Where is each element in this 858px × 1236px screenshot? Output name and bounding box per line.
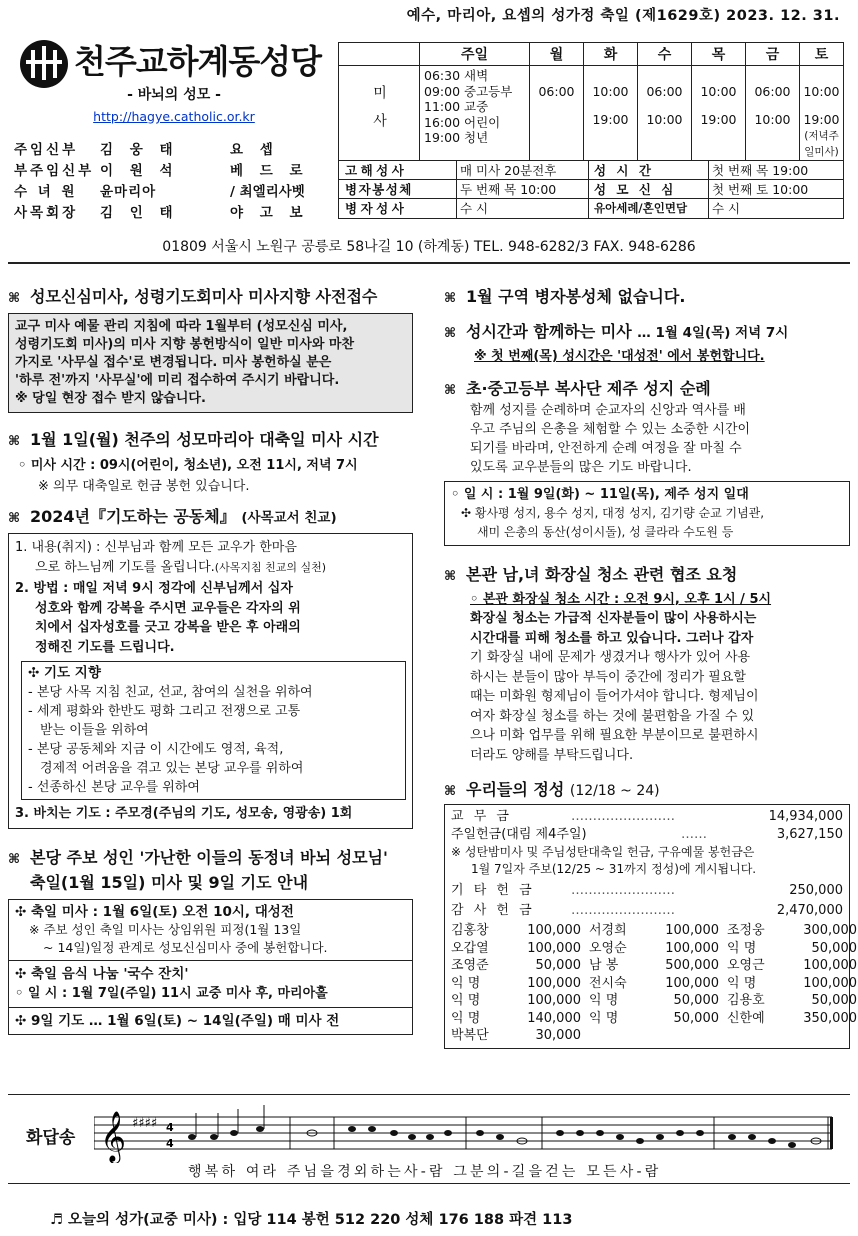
donor-name: 전시숙 [589,975,627,991]
day-header: 수 [638,43,692,66]
offering-amount: 14,934,000 [768,809,843,824]
notice-line: 교구 미사 예물 관리 지침에 따라 1월부터 (성모신심 미사, [15,319,348,334]
text-line: 되기를 바라며, 안전하게 순례 여정을 잘 마칠 수 [470,441,742,456]
notice-line: '하루 전'까지 '사무실'에 미리 접수하여 주시기 바랍니다. [15,373,340,388]
donor-name: 남 봉 [589,958,619,973]
offering-name: 교 무 금 [451,809,512,824]
parish-subtitle: - 바뇌의 성모 - [127,87,221,103]
sacrament-row [339,199,843,218]
bullet-icon: ⌘ [444,784,457,799]
notice-note: ※ 당일 현장 접수 받지 않습니다. [15,391,206,406]
mass-time: 06:00 [646,84,683,99]
sacrament-value: 수 시 [712,201,741,216]
pilgrimage-text [444,401,850,477]
staff-row [14,203,334,224]
mass-time: 19:00 [700,112,737,127]
staff-role: 사목회장 [14,205,79,221]
staff-role: 부주임신부 [14,163,95,179]
sacrament-row [339,180,843,199]
bullet-icon: ⌘ [8,511,21,526]
parish-logo-icon [18,38,70,90]
mass-schedule-table [338,42,844,161]
item-line [15,538,406,558]
address-line: 01809 서울시 노원구 공릉로 58나길 10 (하계동) TEL. 948-6282/3 FAX. 948-6286 [162,239,696,255]
sacrament-value: 첫 번째 목 19:00 [712,163,809,178]
staff-row [14,161,334,182]
staff-role: 수 녀 원 [14,184,78,200]
left-column [8,284,413,1035]
staff-role: 주임신부 [14,142,79,158]
offering-dots: …… [681,827,707,842]
bullet-icon: ⌘ [444,326,457,341]
donor-amount: 100,000 [665,923,719,938]
item-text: 으로 하느님께 기도를 올립니다. [35,559,215,575]
staff-list [14,140,334,224]
donor-amount: 30,000 [535,1028,581,1043]
section-title-time: … 1월 4일(목) 저녁 7시 [637,325,789,341]
mass-time: 19:00 청년 [424,130,489,145]
offering-row [451,826,843,844]
donor-name: 오갑열 [451,940,489,956]
feast-note-line: ~ 14일)일정 관계로 성모신심미사 중에 봉헌합니다. [43,939,328,955]
section-title [444,284,850,307]
svg-text:𝄞: 𝄞 [100,1111,127,1162]
novena-box [8,1008,413,1035]
item-text-small: (사목지침 친교의 실천) [214,560,327,574]
donor-name: 익 명 [727,975,757,991]
offering-box [444,804,857,1049]
donor-name: 조정웅 [727,923,765,938]
donor-name: 서경희 [589,923,627,938]
bullet-icon: ⌘ [8,434,21,449]
bullet-icon: ⌘ [444,291,457,306]
section-title [444,376,850,399]
donor-name: 박복단 [451,1028,489,1043]
offering-note: 1월 7일자 주보(12/25 ~ 31까지 정성)에 게시됩니다. [471,862,757,876]
sacrament-label: 고해성사 [339,161,457,179]
donor-amount: 100,000 [527,975,581,991]
friday-mass-times [746,66,800,161]
text-line: 더라도 양해를 부탁드립니다. [470,747,634,763]
section-title-text: 본당 주보 성인 '가난한 이들의 동정녀 바뇌 성모님' [30,847,388,867]
mass-note-line: ※ 의무 대축일로 헌금 봉헌 있습니다. [38,479,250,494]
saturday-mass-times [800,66,844,161]
text-line: 때는 미화원 형제님이 들어가셔야 합니다. 형제님이 [470,689,759,704]
prayer-intention: - 본당 공동체와 지금 이 시간에도 영적, 육적, [28,742,284,757]
svg-text:4: 4 [166,1121,174,1134]
parish-header [14,32,334,232]
day-header: 화 [584,43,638,66]
parish-name: 천주교하계동성당 [74,42,322,81]
pilgrimage-places: 새미 은총의 동산(성이시돌), 성 클라라 수도원 등 [477,525,734,539]
donor-name: 김홍창 [451,923,489,938]
mass-time: 06:30 새벽 [424,68,489,83]
donor-amount: 100,000 [527,993,581,1008]
sacrament-label: 병자봉성체 [339,180,457,198]
sunday-mass-times [420,66,530,161]
offering-amount: 3,627,150 [776,827,843,842]
section-title [8,284,413,307]
donor-amount: 100,000 [527,940,581,956]
donor-amount: 300,000 [803,923,857,938]
parish-url-link[interactable]: http://hagye.catholic.or.kr [93,109,255,124]
notice-line: 가지로 '사무실 접수'로 변경됩니다. 미사 봉헌하실 분은 [15,355,332,370]
donor-amount: 50,000 [673,1010,719,1026]
mass-time: 11:00 교중 [424,99,489,114]
today-hymns: ♬ 오늘의 성가(교중 미사) : 입당 114 봉헌 512 220 성체 176 188 파견 113 [50,1212,573,1228]
donor-name: 익 명 [589,993,619,1008]
pilgrimage-details-box [444,481,850,546]
feast-food-time: ◦ 일 시 : 1월 7일(주일) 11시 교중 미사 후, 마리아홀 [15,985,328,1001]
sacrament-value: 수 시 [457,199,589,218]
mass-time: 09:00 중고등부 [424,83,513,99]
item-line [15,579,406,599]
text-line: 우고 주님의 은총을 체험할 수 있는 소중한 시간이 [470,422,751,437]
section-title [444,562,850,585]
staff-saint: 야 고 보 [230,205,309,221]
offering-note: ※ 성탄밤미사 및 주님성탄대축일 헌금, 구유예물 봉헌금은 [451,845,755,859]
prayer-intention: - 선종하신 본당 교우를 위하여 [28,780,200,795]
cleaning-text [444,609,850,765]
pilgrimage-date: ◦ 일 시 : 1월 9일(화) ~ 11일(목), 제주 성지 일대 [451,487,749,502]
staff-saint: / 최엘리사벳 [230,184,305,200]
item-text: 1. 내용(취지) : 신부님과 함께 모든 교우가 한마음 [15,540,297,555]
staff-name: 김 인 태 [100,205,179,221]
mass-time: 10:00 [700,84,737,99]
staff-name: 김 웅 태 [100,142,179,158]
staff-row [14,182,334,203]
issue-line: 예수, 마리아, 요셉의 성가정 축일 (제1629호) 2023. 12. 31. [406,8,840,24]
day-header: 월 [530,43,584,66]
day-header: 주일 [420,43,530,66]
svg-text:♯♯♯♯: ♯♯♯♯ [132,1116,158,1131]
sacrament-value: 매 미사 20분전후 [457,161,589,179]
offering-dots: …………………… [571,809,675,824]
staff-name: 이 원 석 [100,163,179,179]
section-title-text: 1월 구역 병자봉성체 없습니다. [466,287,686,306]
mass-note: (저녁주일미사) [804,130,839,158]
offering-amount: 250,000 [789,883,843,898]
text-line: 하시는 분들이 많아 부득이 중간에 정리가 필요할 [470,669,746,685]
right-column [444,284,857,1049]
mass-time: 19:00 [592,112,629,127]
offering-row [451,882,843,900]
music-staff-icon [94,1103,854,1163]
donor-name: 익 명 [451,1010,481,1026]
day-header: 목 [692,43,746,66]
item-text: 2. 방법 : 매일 저녁 9시 정각에 신부님께서 십자 [15,581,293,596]
donor-name: 익 명 [589,1010,619,1026]
responsorial-psalm [8,1094,850,1184]
donor-name: 조영준 [451,958,489,973]
donor-amount: 50,000 [811,940,857,956]
bullet-icon: ⌘ [8,851,21,867]
sacrament-table [338,160,844,219]
mass-time: 10:00 [646,112,683,127]
prayer-community-box [8,533,413,829]
section-title-sub: (사목교서 친교) [241,510,337,526]
day-header: 금 [746,43,800,66]
pilgrimage-places: ✣ 황사평 성지, 용수 성지, 대정 성지, 김기량 순교 기념관, [461,506,765,520]
novena-line: ✣ 9일 기도 … 1월 6일(토) ~ 14일(주일) 매 미사 전 [15,1012,340,1029]
feast-mass-box [8,899,413,961]
monday-mass-times [530,66,584,161]
mass-time: 19:00 [803,112,840,127]
prayer-intention: 경제적 어려움을 겪고 있는 본당 교우를 위하여 [40,761,304,776]
prayer-intention: - 본당 사목 지침 친교, 선교, 참여의 실천을 위하여 [28,685,313,700]
donor-amount: 100,000 [527,923,581,938]
donor-amount: 50,000 [673,993,719,1008]
section-title [444,319,850,342]
offering-name: 주일헌금(대림 제4주일) [451,827,587,842]
donor-amount: 500,000 [665,958,719,973]
hymn-lyrics: 행복하 여라 주님을경외하는사-람 그분의-길을걷는 모든사-람 [188,1164,662,1180]
sacrament-row [339,161,843,180]
feast-food-box [8,961,413,1008]
notice-line: 성령기도회 미사)의 미사 지향 봉헌방식이 일반 미사와 마찬 [15,337,355,352]
mass-time: 10:00 [592,84,629,99]
item-text: 성호와 함께 강복을 주시면 교우들은 각자의 위 [35,600,301,616]
mass-intention-notice [8,313,413,413]
offering-row [451,808,843,826]
donor-list [451,922,857,1045]
donor-name: 김용호 [727,993,765,1008]
wednesday-mass-times [638,66,692,161]
mass-label: 미사 [339,66,420,161]
donor-amount: 100,000 [665,975,719,991]
section-title [444,777,850,800]
staff-saint: 요 셉 [230,142,279,158]
svg-text:4: 4 [166,1137,174,1150]
item-text: 정해진 기도를 드립니다. [35,639,175,655]
donor-name: 익 명 [451,993,481,1008]
section-title-text: 본관 남,녀 화장실 청소 관련 협조 요청 [466,565,738,584]
text-line: 있도록 교우분들의 많은 기도 바랍니다. [470,460,692,475]
section-title-period: (12/18 ~ 24) [569,783,660,799]
section-title [8,427,413,450]
staff-name: 윤마리아 [100,184,157,200]
offering-dots: …………………… [571,883,675,898]
sacrament-label: 병자성사 [339,199,457,218]
offering-name: 기 타 헌 금 [451,883,535,898]
sacrament-value: 첫 번째 토 10:00 [712,182,809,197]
hymn-label: 화답송 [26,1128,76,1148]
offering-amount: 2,470,000 [776,903,843,918]
item-line [15,638,406,658]
feast-mass-line: ✣ 축일 미사 : 1월 6일(토) 오전 10시, 대성전 [15,903,294,920]
item-line [15,618,406,638]
bullet-icon: ⌘ [8,291,21,306]
section-title [8,845,413,868]
holy-hour-note: ※ 첫 번째(목) 성시간은 '대성전' 에서 봉헌합니다. [474,349,765,364]
item-line [15,599,406,619]
mass-time: 10:00 [754,112,791,127]
mass-header-blank [339,43,420,66]
donor-amount: 50,000 [535,958,581,973]
sacrament-label: 성 시 간 [589,161,709,179]
donor-name: 오영순 [589,940,627,956]
text-line: 화장실 청소는 가급적 신자분들이 많이 사용하시는 [470,611,757,626]
sacrament-value: 두 번째 목 10:00 [457,180,589,198]
text-line: 으나 미화 업무를 위해 필요한 부분이므로 불편하시 [470,728,759,743]
section-title-text: 성시간과 함께하는 미사 [466,322,632,341]
donor-amount: 100,000 [803,975,857,991]
item-line: 3. 바치는 기도 : 주모경(주님의 기도, 성모송, 영광송) 1회 [15,806,353,821]
text-line: 시간대를 피해 청소를 하고 있습니다. 그러나 갑자 [470,630,754,646]
donor-name: 오영근 [727,958,765,973]
mass-time: 06:00 [754,84,791,99]
donor-name: 신한예 [727,1010,765,1026]
mass-time-line: ◦ 미사 시간 : 09시(어린이, 청소년), 오전 11시, 저녁 7시 [18,458,358,473]
section-title-text: 우리들의 정성 [466,780,565,799]
text-line: 여자 화장실 청소를 하는 것에 불편함을 가질 수 있 [470,708,755,724]
donor-amount: 350,000 [803,1010,857,1026]
cleaning-time: ◦ 본관 화장실 청소 시간 : 오전 9시, 오후 1시 / 5시 [470,592,772,607]
item-text: 치에서 십자성호를 긋고 강복을 받은 후 아래의 [35,620,301,635]
section-title-text: 축일(1월 15일) 미사 및 9일 기도 안내 [30,872,309,892]
donor-name: 익 명 [451,975,481,991]
thursday-mass-times [692,66,746,161]
sacrament-label: 성 모 신 심 [589,180,709,198]
header-divider [8,262,850,264]
item-line [15,558,406,578]
text-line: 기 화장실 내에 문제가 생겼거나 행사가 있어 사용 [470,650,751,665]
donor-amount: 100,000 [803,958,857,973]
staff-saint: 베 드 로 [230,163,309,179]
offering-dots: …………………… [571,903,675,918]
tuesday-mass-times [584,66,638,161]
mass-time: 16:00 어린이 [424,114,501,130]
donor-amount: 100,000 [665,940,719,956]
prayer-intention: 받는 이들을 위하여 [40,723,149,738]
section-title-text: 1월 1일(월) 천주의 성모마리아 대축일 미사 시간 [30,430,379,449]
donor-amount: 50,000 [811,993,857,1008]
sacrament-label: 유아세례/혼인면담 [589,199,709,218]
donor-amount: 140,000 [527,1010,581,1026]
feast-food-line: ✣ 축일 음식 나눔 '국수 잔치' [15,965,189,982]
text-line: 함께 성지를 순례하며 순교자의 신앙과 역사를 배 [470,403,746,418]
offering-row [451,902,843,920]
prayer-intentions-box [21,661,406,800]
bullet-icon: ⌘ [444,383,457,398]
section-title-text: 성모신심미사, 성령기도회미사 미사지향 사전접수 [30,287,378,306]
section-title-text: 2024년『기도하는 공동체』 [30,507,236,526]
donor-name: 익 명 [727,940,757,956]
offering-name: 감 사 헌 금 [451,903,535,918]
section-title [8,504,413,527]
prayer-intention: - 세계 평화와 한반도 평화 그리고 전쟁으로 고통 [28,704,301,719]
bullet-icon: ⌘ [444,569,457,584]
feast-note-line: ※ 주보 성인 축일 미사는 상임위원 피정(1월 13일 [29,921,302,937]
prayer-intentions-title: ✣ 기도 지향 [28,665,101,681]
mass-time: 06:00 [538,84,575,99]
day-header: 토 [800,43,844,66]
section-title-text: 초·중고등부 복사단 제주 성지 순례 [466,379,711,398]
staff-row [14,140,334,161]
mass-time: 10:00 [803,84,840,99]
